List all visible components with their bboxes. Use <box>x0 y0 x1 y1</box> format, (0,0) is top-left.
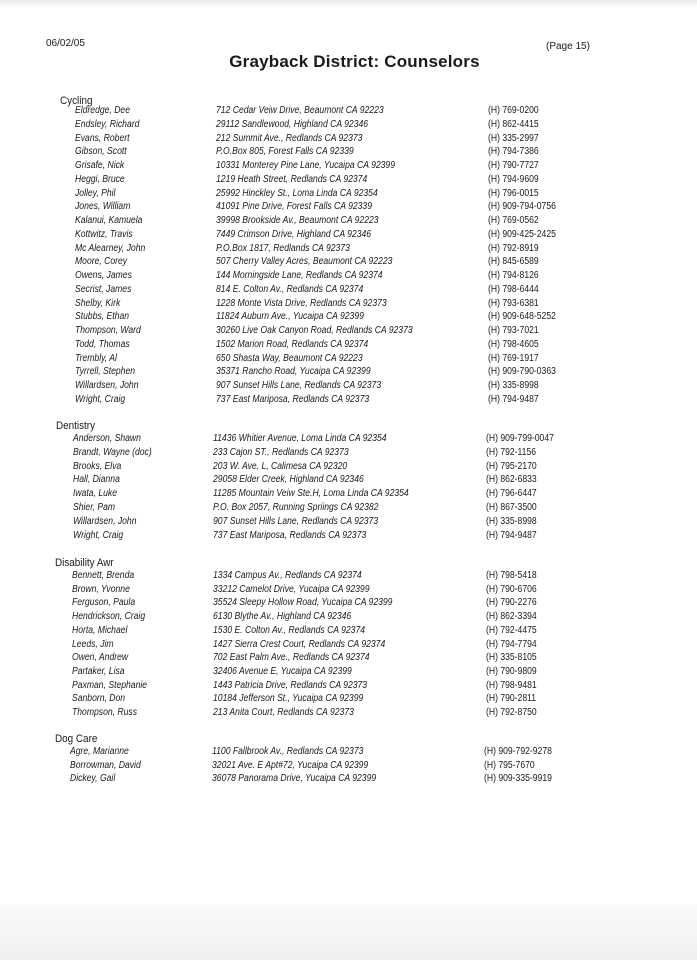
counselor-address: 39998 Brookside Av., Beaumont CA 92223 <box>216 215 379 226</box>
counselor-name: Stubbs, Ethan <box>75 311 130 323</box>
list-item <box>0 201 697 215</box>
counselor-phone: (H) 909-790-0363 <box>488 366 556 378</box>
list-item <box>0 119 697 133</box>
counselor-name: Willardsen, John <box>73 515 137 527</box>
list-item <box>0 325 697 339</box>
list-item <box>0 707 697 721</box>
counselor-address: P.O.Box 1817, Redlands CA 92373 <box>216 242 350 254</box>
counselor-address: 1443 Patricia Drive, Redlands CA 92373 <box>213 679 368 691</box>
counselor-phone: (H) 790-6706 <box>486 583 537 595</box>
counselor-phone: (H) 790-2276 <box>486 597 537 609</box>
list-item <box>0 298 697 312</box>
counselor-name: Partaker, Lisa <box>72 665 125 677</box>
counselor-phone: (H) 909-794-0756 <box>488 201 556 213</box>
counselor-address: P.O. Box 2057, Running Spriings CA 92382 <box>213 502 379 513</box>
counselor-phone: (H) 769-0200 <box>488 105 539 116</box>
counselor-address: 33212 Camelot Drive, Yucaipa CA 92399 <box>213 583 370 595</box>
counselor-name: Thompson, Russ <box>72 707 138 718</box>
counselor-name: Willardsen, John <box>75 380 139 391</box>
counselor-address: 29112 Sandlewood, Highland CA 92346 <box>216 118 369 130</box>
list-item <box>0 502 697 516</box>
list-item <box>0 188 697 202</box>
list-item <box>0 693 697 707</box>
counselor-name: Kalanui, Kamuela <box>75 215 143 226</box>
list-item <box>0 229 697 243</box>
list-item <box>0 746 697 760</box>
counselor-address: 1530 E. Colton Av., Redlands CA 92374 <box>213 624 366 636</box>
counselor-address: 233 Cajon ST., Redlands CA 92373 <box>213 446 349 458</box>
counselor-address: 10184 Jefferson St., Yucaipa CA 92399 <box>213 693 364 705</box>
counselor-phone: (H) 794-9487 <box>488 393 539 405</box>
scan-edge-bottom <box>0 905 697 960</box>
counselor-name: Secrist, James <box>75 283 132 295</box>
page-number: (Page 15) <box>546 41 590 52</box>
counselor-address: 32406 Avenue E, Yucaipa CA 92399 <box>213 665 352 677</box>
list-item <box>0 447 697 461</box>
counselor-name: Sanborn, Don <box>72 693 126 705</box>
counselor-name: Trembly, Al <box>75 352 117 364</box>
counselor-phone: (H) 794-7386 <box>488 146 539 158</box>
counselor-phone: (H) 792-1156 <box>486 446 537 458</box>
list-item <box>0 760 697 774</box>
counselor-phone: (H) 793-6381 <box>488 297 539 309</box>
page-title: Grayback District: Counselors <box>229 52 480 71</box>
counselor-phone: (H) 862-3394 <box>486 611 537 623</box>
counselor-phone: (H) 794-7794 <box>486 638 537 650</box>
section-title: Dog Care <box>55 733 98 745</box>
counselor-address: 35524 Sleepy Hollow Road, Yucaipa CA 92399 <box>213 597 393 609</box>
list-item <box>0 611 697 625</box>
counselor-address: 814 E. Colton Av., Redlands CA 92374 <box>216 283 364 295</box>
list-item <box>0 516 697 530</box>
counselor-name: Dickey, Gail <box>70 773 116 785</box>
list-item <box>0 625 697 639</box>
counselor-name: Horta, Michael <box>72 624 128 636</box>
counselor-address: 737 East Mariposa, Redlands CA 92373 <box>216 393 370 405</box>
list-item <box>0 461 697 475</box>
counselor-address: 907 Sunset Hills Lane, Redlands CA 92373 <box>216 380 382 391</box>
counselor-address: 36078 Panorama Drive, Yucaipa CA 92399 <box>212 773 377 785</box>
counselor-name: Owens, James <box>75 270 132 281</box>
counselor-name: Brown, Yvonne <box>72 583 130 595</box>
counselor-phone: (H) 798-9481 <box>486 679 537 691</box>
counselor-address: 6130 Blythe Av., Highland CA 92346 <box>213 611 352 623</box>
counselor-phone: (H) 845-6589 <box>488 256 539 268</box>
scan-edge-top <box>0 0 697 8</box>
counselor-name: Leeds, Jim <box>72 638 114 650</box>
counselor-phone: (H) 792-8919 <box>488 242 539 254</box>
list-item <box>0 474 697 488</box>
counselor-phone: (H) 862-4415 <box>488 118 539 130</box>
list-item <box>0 488 697 502</box>
list-item <box>0 530 697 544</box>
counselor-address: 29058 Elder Creek, Highland CA 92346 <box>213 474 364 486</box>
counselor-name: Gibson, Scott <box>75 146 127 158</box>
counselor-name: Iwata, Luke <box>73 488 117 500</box>
list-item <box>0 215 697 229</box>
list-item <box>0 366 697 380</box>
counselor-name: Jolley, Phil <box>75 187 116 199</box>
counselor-name: Wright, Craig <box>75 393 126 405</box>
counselor-name: Paxman, Stephanie <box>72 679 148 691</box>
counselor-phone: (H) 335-8105 <box>486 652 537 664</box>
counselor-address: 35371 Rancho Road, Yucaipa CA 92399 <box>216 366 371 378</box>
counselor-address: 702 East Palm Ave., Redlands CA 92374 <box>213 652 370 664</box>
counselor-phone: (H) 909-799-0047 <box>486 433 554 444</box>
counselor-phone: (H) 795-2170 <box>486 460 537 472</box>
counselor-phone: (H) 798-6444 <box>488 283 539 295</box>
list-item <box>0 570 697 584</box>
counselor-name: Anderson, Shawn <box>73 433 141 444</box>
counselor-address: 7449 Crimson Drive, Highland CA 92346 <box>216 228 372 240</box>
list-item <box>0 652 697 666</box>
counselor-phone: (H) 335-2997 <box>488 132 539 144</box>
counselor-name: Todd, Thomas <box>75 338 130 350</box>
counselor-phone: (H) 794-8126 <box>488 270 539 281</box>
counselor-phone: (H) 335-8998 <box>486 515 537 527</box>
counselor-address: P.O.Box 805, Forest Falls CA 92339 <box>216 146 354 158</box>
list-item <box>0 433 697 447</box>
counselor-name: Endsley, Richard <box>75 118 140 130</box>
counselor-name: Shelby, Kirk <box>75 297 121 309</box>
section-title: Disability Awr <box>55 557 114 569</box>
counselor-phone: (H) 798-4605 <box>488 338 539 350</box>
counselor-address: 712 Cedar Veiw Drive, Beaumont CA 92223 <box>216 105 384 116</box>
counselor-name: Heggi, Bruce <box>75 173 125 185</box>
counselor-name: Brooks, Elva <box>73 460 122 472</box>
counselor-phone: (H) 769-0562 <box>488 215 539 226</box>
list-item <box>0 680 697 694</box>
list-item <box>0 243 697 257</box>
counselor-phone: (H) 862-6833 <box>486 474 537 486</box>
list-item <box>0 133 697 147</box>
counselor-name: Agre, Marianne <box>70 746 129 757</box>
counselor-address: 1334 Campus Av., Redlands CA 92374 <box>213 570 362 581</box>
counselor-address: 25992 Hinckley St., Loma Linda CA 92354 <box>216 187 378 199</box>
counselor-phone: (H) 769-1917 <box>488 352 539 364</box>
counselor-phone: (H) 335-8998 <box>488 380 539 391</box>
counselor-phone: (H) 793-7021 <box>488 325 539 336</box>
counselor-phone: (H) 794-9609 <box>488 173 539 185</box>
counselor-address: 203 W. Ave. L, Calimesa CA 92320 <box>213 460 348 472</box>
counselor-name: Owen, Andrew <box>72 652 129 664</box>
counselor-address: 907 Sunset Hills Lane, Redlands CA 92373 <box>213 515 379 527</box>
list-item <box>0 584 697 598</box>
list-item <box>0 146 697 160</box>
counselor-name: Evans, Robert <box>75 132 130 144</box>
counselor-name: Hendrickson, Craig <box>72 611 146 623</box>
counselor-phone: (H) 909-425-2425 <box>488 228 556 240</box>
list-item <box>0 270 697 284</box>
counselor-address: 32021 Ave. E Apt#72, Yucaipa CA 92399 <box>212 759 369 771</box>
counselor-phone: (H) 796-6447 <box>486 488 537 500</box>
list-item <box>0 380 697 394</box>
counselor-address: 737 East Mariposa, Redlands CA 92373 <box>213 529 367 541</box>
counselor-phone: (H) 909-648-5252 <box>488 311 556 323</box>
list-item <box>0 666 697 680</box>
counselor-address: 144 Morningside Lane, Redlands CA 92374 <box>216 270 383 281</box>
list-item <box>0 105 697 119</box>
counselor-phone: (H) 798-5418 <box>486 570 537 581</box>
counselor-address: 30260 Live Oak Canyon Road, Redlands CA 92373 <box>216 325 413 336</box>
counselor-address: 11824 Auburn Ave., Yucaipa CA 92399 <box>216 311 364 323</box>
list-item <box>0 353 697 367</box>
counselor-name: Borrowman, David <box>70 759 141 771</box>
list-item <box>0 339 697 353</box>
counselor-phone: (H) 792-8750 <box>486 707 537 718</box>
counselor-address: 1219 Heath Street, Redlands CA 92374 <box>216 173 368 185</box>
counselor-address: 10331 Monterey Pine Lane, Yucaipa CA 92399 <box>216 160 395 171</box>
counselor-address: 11436 Whitier Avenue, Loma Linda CA 92354 <box>213 433 387 444</box>
counselor-address: 1228 Monte Vista Drive, Redlands CA 92373 <box>216 297 387 309</box>
list-item <box>0 160 697 174</box>
counselor-phone: (H) 909-792-9278 <box>484 746 552 757</box>
list-item <box>0 284 697 298</box>
counselor-name: Kottwitz, Travis <box>75 228 133 240</box>
list-item <box>0 256 697 270</box>
counselor-name: Jones, William <box>75 201 131 213</box>
section-title: Cycling <box>60 95 93 107</box>
counselor-address: 1502 Marion Road, Redlands CA 92374 <box>216 338 369 350</box>
counselor-name: Thompson, Ward <box>75 325 141 336</box>
counselor-name: Moore, Corey <box>75 256 128 268</box>
counselor-address: 1427 Sierra Crest Court, Redlands CA 92374 <box>213 638 386 650</box>
counselor-name: Bennett, Brenda <box>72 570 135 581</box>
counselor-name: Wright, Craig <box>73 529 124 541</box>
counselor-address: 650 Shasta Way, Beaumont CA 92223 <box>216 352 363 364</box>
counselor-phone: (H) 790-2811 <box>486 693 537 705</box>
counselor-address: 1100 Fallbrook Av., Redlands CA 92373 <box>212 746 364 757</box>
counselor-name: Ferguson, Paula <box>72 597 136 609</box>
counselor-address: 11285 Mountain Veiw Ste.H, Loma Linda CA 92354 <box>213 488 409 500</box>
counselor-name: Grisafe, Nick <box>75 160 125 171</box>
list-item <box>0 394 697 408</box>
counselor-name: Shier, Pam <box>73 502 116 513</box>
counselor-phone: (H) 909-335-9919 <box>484 773 552 785</box>
list-item <box>0 597 697 611</box>
counselor-phone: (H) 794-9487 <box>486 529 537 541</box>
counselor-address: 41091 Pine Drive, Forest Falls CA 92339 <box>216 201 372 213</box>
counselor-phone: (H) 790-9809 <box>486 665 537 677</box>
counselor-address: 213 Anita Court, Redlands CA 92373 <box>213 707 354 718</box>
list-item <box>0 311 697 325</box>
counselor-name: Brandt, Wayne (doc) <box>73 446 152 458</box>
print-date: 06/02/05 <box>46 38 85 49</box>
list-item <box>0 773 697 787</box>
counselor-name: Eldredge, Dee <box>75 105 130 116</box>
counselor-phone: (H) 796-0015 <box>488 187 539 199</box>
counselor-phone: (H) 867-3500 <box>486 502 537 513</box>
counselor-phone: (H) 790-7727 <box>488 160 539 171</box>
counselor-phone: (H) 792-4475 <box>486 624 537 636</box>
counselor-address: 212 Summit Ave., Redlands CA 92373 <box>216 132 363 144</box>
counselor-phone: (H) 795-7670 <box>484 759 535 771</box>
counselor-name: Tyrrell, Stephen <box>75 366 136 378</box>
counselor-address: 507 Cherry Valley Acres, Beaumont CA 92223 <box>216 256 393 268</box>
list-item <box>0 174 697 188</box>
counselor-name: Hall, Dianna <box>73 474 120 486</box>
counselor-name: Mc Alearney, John <box>75 242 146 254</box>
list-item <box>0 639 697 653</box>
section-title: Dentistry <box>56 420 96 432</box>
